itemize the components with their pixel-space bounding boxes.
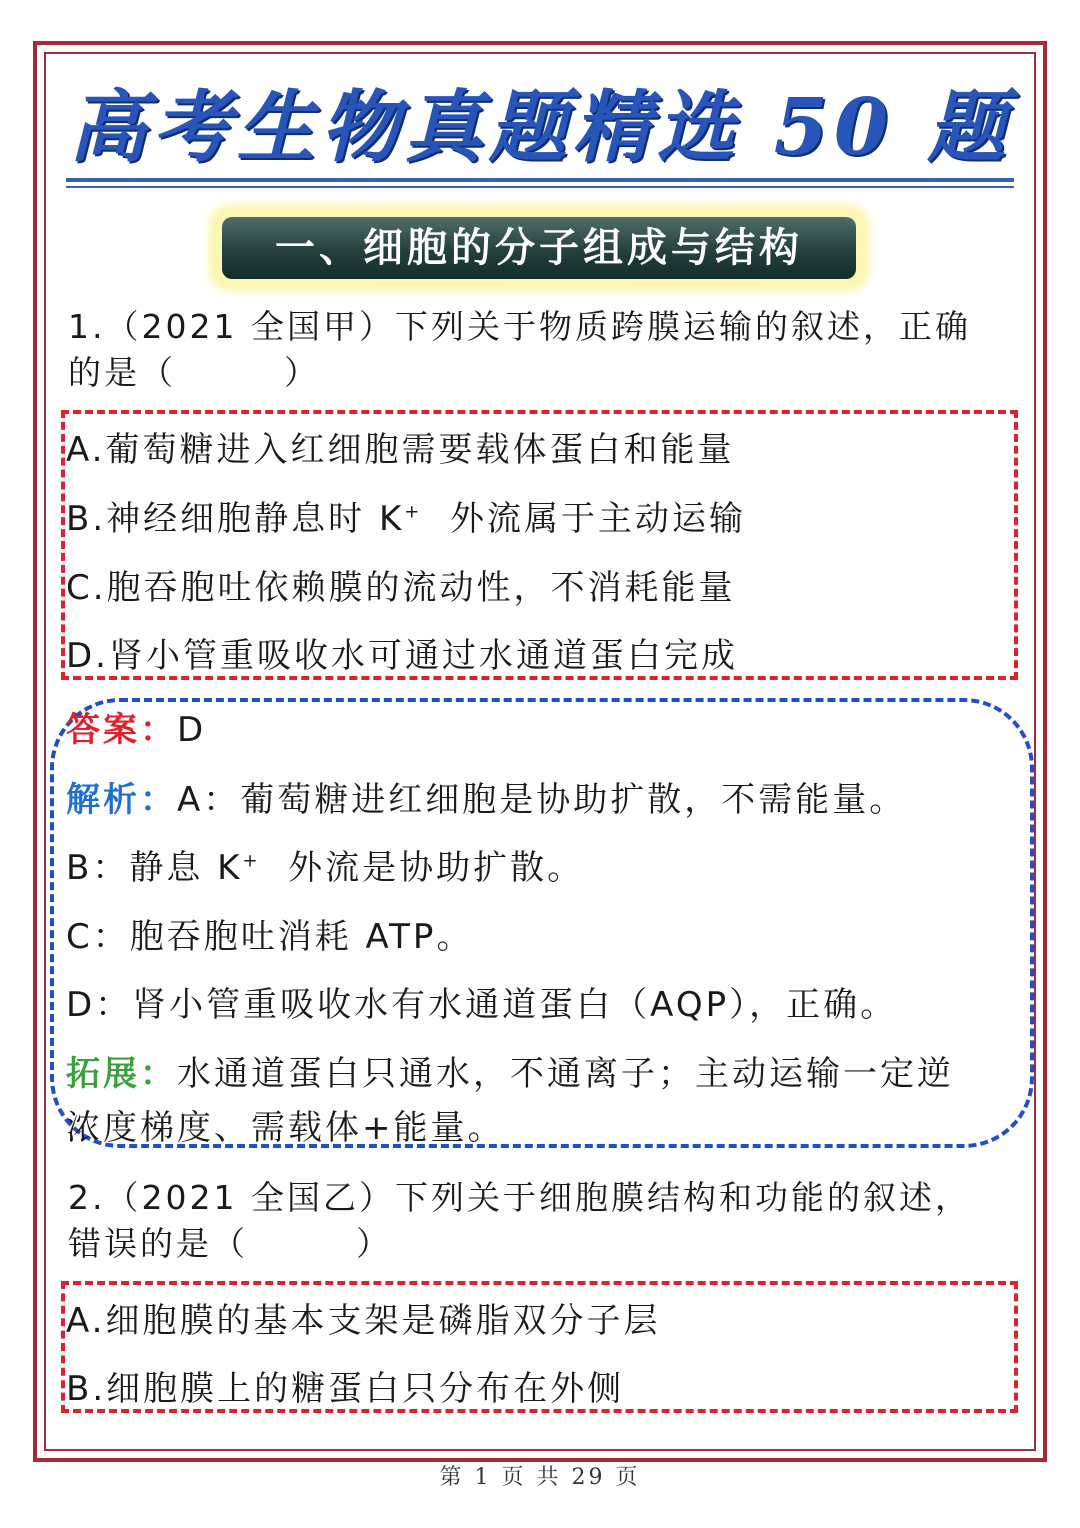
section-title: 一、细胞的分子组成与结构: [222, 217, 856, 279]
question-2-option-a: A.细胞膜的基本支架是磷脂双分子层: [66, 1301, 661, 1341]
extend-line-2: 浓度梯度、需载体+能量。: [66, 1108, 505, 1148]
extend-label: 拓展：: [66, 1054, 177, 1094]
analysis-line-a: 解析：A：葡萄糖进红细胞是协助扩散，不需能量。: [66, 780, 907, 820]
analysis-line-d: D：肾小管重吸收水有水通道蛋白（AQP），正确。: [66, 985, 898, 1025]
question-1-option-b: B.神经细胞静息时 K+ 外流属于主动运输: [66, 499, 746, 539]
answer-line: [66, 702, 206, 751]
page-footer: 第 1 页 共 29 页: [439, 1465, 641, 1490]
answer-value: D: [177, 710, 207, 750]
analysis-line-c: C：胞吞胞吐消耗 ATP。: [66, 917, 474, 957]
question-1-option-c: C.胞吞胞吐依赖膜的流动性，不消耗能量: [66, 568, 736, 608]
section-banner: [214, 210, 864, 286]
question-1-option-a: A.葡萄糖进入红细胞需要载体蛋白和能量: [66, 430, 735, 470]
question-2-stem-line2: 错误的是（ ）: [68, 1224, 392, 1263]
question-2-stem-line1: 2.（2021 全国乙）下列关于细胞膜结构和功能的叙述，: [68, 1178, 971, 1217]
question-1-stem-line1: 1.（2021 全国甲）下列关于物质跨膜运输的叙述，正确: [68, 307, 971, 346]
analysis-line-b: B：静息 K+ 外流是协助扩散。: [66, 848, 585, 888]
title-rule-thin: [66, 186, 1014, 188]
question-2-option-b: B.细胞膜上的糖蛋白只分布在外侧: [66, 1369, 625, 1409]
analysis-label: 解析：: [66, 780, 177, 820]
question-1-stem-line2: 的是（ ）: [68, 353, 320, 392]
answer-label: 答案：: [66, 710, 177, 750]
extend-line-1: 拓展：水通道蛋白只通水，不通离子；主动运输一定逆: [66, 1054, 954, 1094]
question-1-option-d: D.肾小管重吸收水可通过水通道蛋白完成: [66, 636, 738, 676]
page-title: 高考生物真题精选 50 题: [68, 82, 1012, 173]
title-rule: [66, 178, 1014, 182]
